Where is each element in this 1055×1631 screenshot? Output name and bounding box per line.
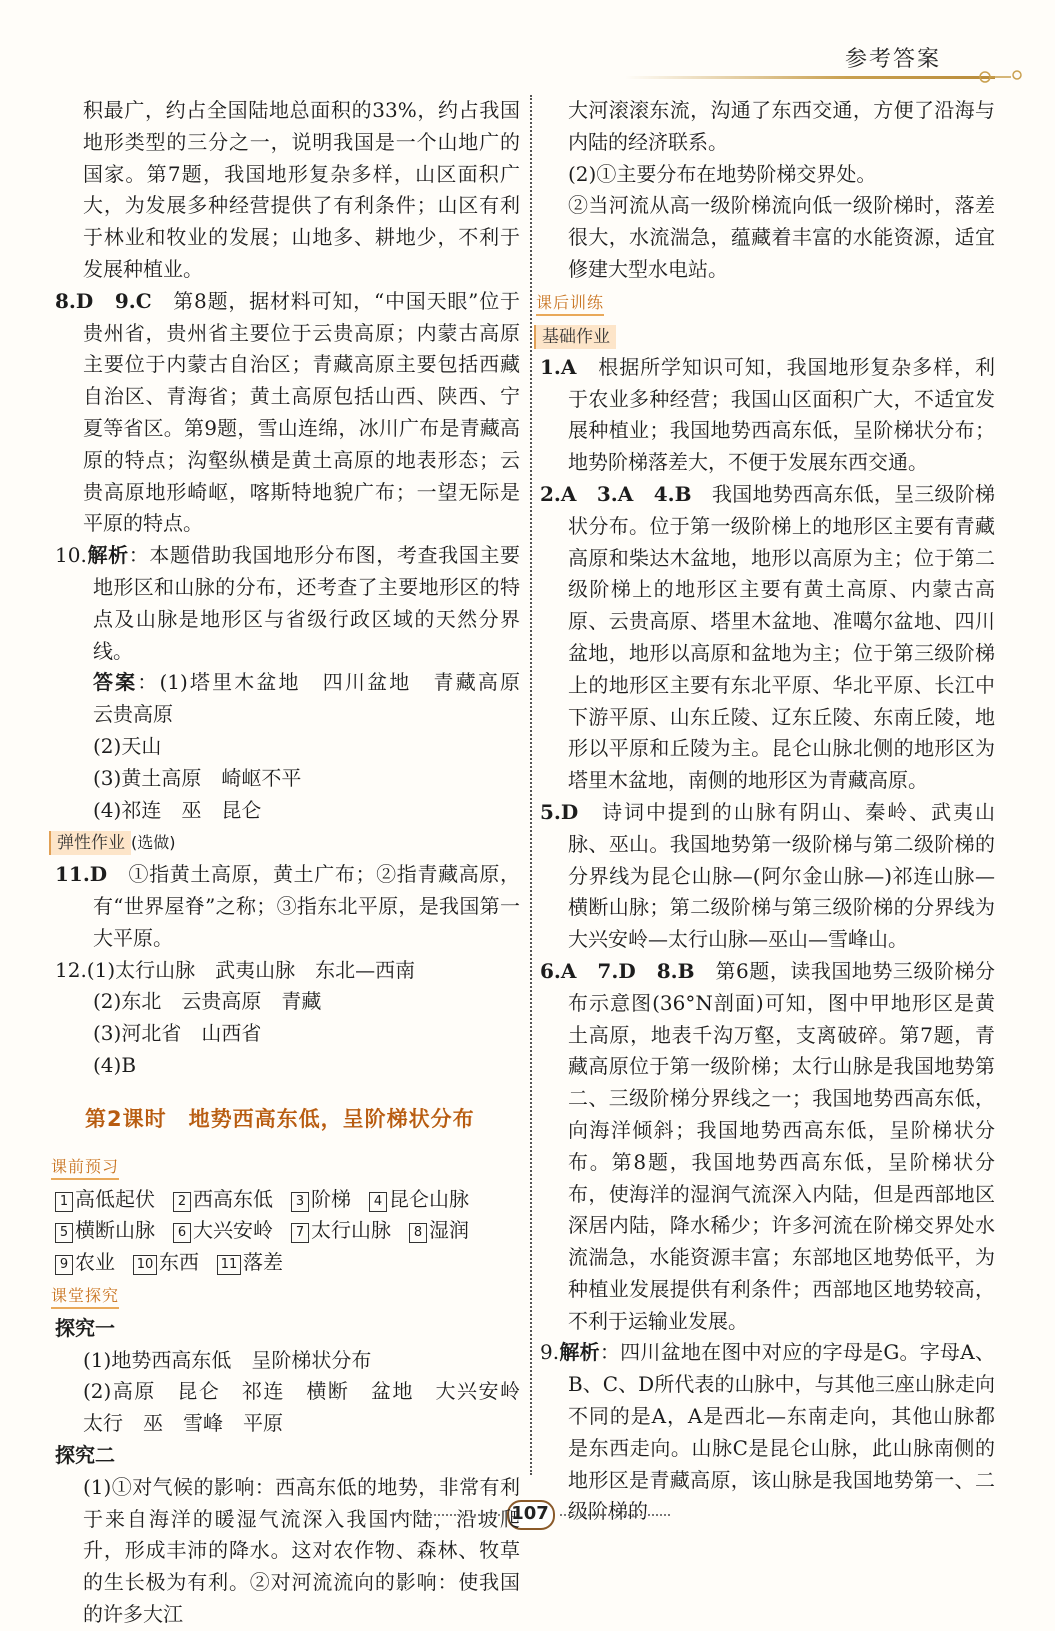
- number-box: 9: [55, 1255, 73, 1275]
- explore-1-a2: (2)高原 昆仑 祁连 横断 盆地 大兴安岭 太行 巫 雪峰 平原: [83, 1379, 540, 1436]
- preview-item-text: 阶梯: [311, 1186, 351, 1211]
- answer-r1-number: 1.A: [540, 354, 577, 379]
- answer-9-number: 9.C: [114, 288, 152, 313]
- column-divider: [530, 95, 532, 1475]
- preview-item: [369, 1184, 469, 1216]
- header-title: 参考答案: [845, 47, 942, 72]
- answer-10-a1-text: ：(1)塔里木盆地 四川盆地 青藏高原 云贵高原: [93, 670, 540, 727]
- preview-row: [55, 1247, 520, 1279]
- preview-item: [173, 1184, 273, 1216]
- footer-dots-right: [560, 1514, 670, 1516]
- answer-12-a4: (4)B: [93, 1052, 137, 1077]
- answer-11: [55, 859, 520, 954]
- preview-item: [133, 1247, 199, 1279]
- number-box: 7: [291, 1223, 309, 1243]
- answer-10-a3: (3)黄土高原 崎岖不平: [93, 765, 302, 790]
- lesson-title: 第2课时 地势西高东低，呈阶梯状分布: [85, 1106, 475, 1131]
- explore-2-a2-2: ②当河流从高一级阶梯流向低一级阶梯时，落差很大，水流湍急，蕴藏着丰富的水能资源，适宜修建大型水电站。: [568, 193, 995, 281]
- answer-continuation: 积最广，约占全国陆地总面积的33%，约占我国地形类型的三分之一，说明我国是一个山地广的国家。第7题，我国地形复杂多样，山区面积广大，为发展多种经营提供了有利条件；山区有利于林业和牧业的发展；山地多、耕地少，不利于发展种植业。: [83, 98, 520, 281]
- header-ornament-icon: [975, 68, 1035, 88]
- header-rule: [625, 76, 995, 79]
- number-box: 6: [173, 1223, 191, 1243]
- preview-item: [55, 1215, 155, 1247]
- preview-item-text: 湿润: [429, 1218, 469, 1243]
- page-footer: [390, 1500, 670, 1530]
- preview-item: [291, 1184, 351, 1216]
- answer-12-a2: (2)东北 云贵高原 青藏: [93, 989, 322, 1014]
- answer-r5-number: 5.D: [540, 799, 579, 824]
- preview-item-text: 西高东低: [193, 1186, 273, 1211]
- answer-r6-8-text: 第6题，读我国地势三级阶梯分布示意图(36°N剖面)可知，图中甲地形区是黄土高原，地表千沟万壑，支离破碎。第7题，青藏高原位于第一级阶梯；太行山脉是我国地势第二、三级阶梯分界线之一；我国地势西高东低，向海洋倾斜；我国地势西高东低，呈阶梯状分布。第8题，我国地势西高东低，呈阶梯状分布，使海洋的湿润气流深入内陆，但是西部地区深居内陆，降水稀少；许多河流在阶梯交界处水流湍急，水能资源丰富；东部地区地势低平，为种植业发展提供有利条件；西部地区地势较高，不利于运输业发展。: [568, 958, 996, 1333]
- preview-item-text: 落差: [243, 1250, 283, 1275]
- answer-r2-4: [540, 479, 995, 797]
- tag-elastic: 弹性作业: [49, 831, 131, 855]
- preview-item: [409, 1215, 469, 1247]
- tag-preview: 课前预习: [51, 1156, 119, 1180]
- number-box: 4: [369, 1192, 387, 1212]
- section-tag-preview: [51, 1150, 520, 1184]
- answer-r9-number: 9.: [540, 1340, 560, 1365]
- answer-r9-text: ：四川盆地在图中对应的字母是G。字母A、B、C、D所代表的山脉中，与其他三座山脉走向不同的是A，A是西北—东南走向，其他山脉都是东西走向。山脉C是昆仑山脉，此山脉南侧的地形区是青藏高原，该山脉是我国地势第一、二级阶梯的: [568, 1340, 995, 1524]
- answer-10-a4: (4)祁连 巫 昆仑: [93, 797, 262, 822]
- answer-10-number: 10.: [55, 543, 87, 568]
- preview-item: [55, 1247, 115, 1279]
- answer-12-a3: (3)河北省 山西省: [93, 1021, 262, 1046]
- preview-item: [291, 1215, 391, 1247]
- preview-item-text: 东西: [159, 1250, 199, 1275]
- number-box: 1: [55, 1192, 73, 1212]
- section-tag-elastic: [55, 826, 520, 859]
- preview-row: [55, 1215, 520, 1247]
- preview-item: [217, 1247, 283, 1279]
- answer-11-number: 11.D: [55, 862, 108, 887]
- explore-1-title: 探究一: [55, 1315, 115, 1340]
- answer-r6-8: [540, 956, 995, 1338]
- answer-r2-4-text: 我国地势西高东低，呈三级阶梯状分布。位于第一级阶梯上的地形区主要有青藏高原和柴达木盆地，地形以高原为主；位于第二级阶梯上的地形区主要有黄土高原、内蒙古高原、云贵高原、塔里木盆地、准噶尔盆地、四川盆地，地形以高原和盆地为主；位于第三级阶梯上的地形区主要有东北平原、华北平原、长江中下游平原、山东丘陵、辽东丘陵、东南丘陵，地形以平原和丘陵为主。昆仑山脉北侧的地形区为塔里木盆地，南侧的地形区为青藏高原。: [568, 481, 996, 793]
- answer-11-text: ①指黄土高原，黄土广布；②指青藏高原，有“世界屋脊”之称；③指东北平原，是我国第一大平原。: [93, 862, 521, 950]
- answer-r1: [540, 352, 995, 479]
- section-tag-class: [51, 1279, 520, 1313]
- answer-12-a1: 12.(1)太行山脉 武夷山脉 东北—西南: [55, 957, 416, 982]
- number-box: 11: [217, 1255, 241, 1275]
- answer-10-text: ：本题借助我国地形分布图，考查我国主要地形区和山脉的分布，还考查了主要地形区的特点及山脉是地形区与省级行政区域的天然分界线。: [93, 543, 521, 663]
- number-box: 2: [173, 1192, 191, 1212]
- answer-r5: [540, 797, 995, 956]
- tag-class: 课堂探究: [51, 1285, 119, 1309]
- number-box: 3: [291, 1192, 309, 1212]
- explore-1-a1: (1)地势西高东低 呈阶梯状分布: [83, 1347, 372, 1372]
- preview-item: [55, 1184, 155, 1216]
- answer-r5-text: 诗词中提到的山脉有阴山、秦岭、武夷山脉、巫山。我国地势第一级阶梯与第二级阶梯的分界线为昆仑山脉—(阿尔金山脉—)祁连山脉—横断山脉；第二级阶梯与第三级阶梯的分界线为大兴安岭—太行山脉—巫山—雪峰山。: [568, 799, 996, 952]
- preview-item-text: 农业: [75, 1250, 115, 1275]
- preview-item-text: 昆仑山脉: [389, 1186, 469, 1211]
- answer-10: [55, 540, 520, 667]
- number-box: 8: [409, 1223, 427, 1243]
- explore-2-title: 探究二: [55, 1443, 115, 1468]
- tag-after-class: 课后训练: [536, 292, 604, 316]
- number-box: 5: [55, 1223, 73, 1243]
- section-tag-basic: [540, 320, 995, 352]
- explore-2-text: (1)①对气候的影响：西高东低的地势，非常有利于来自海洋的暖湿气流深入我国内陆，沿坡爬升，形成丰沛的降水。这对农作物、森林、牧草的生长极为有利。②对河流流向的影响：使我国的许多大江: [83, 1474, 520, 1627]
- section-tag-after: [536, 286, 995, 320]
- preview-item-text: 大兴安岭: [193, 1218, 273, 1243]
- preview-answers: [55, 1184, 520, 1279]
- answer-r2-4-numbers: 2.A 3.A 4.B: [540, 481, 692, 506]
- page-number: 107: [505, 1500, 555, 1528]
- answer-r9-label: 解析: [559, 1340, 600, 1365]
- answer-8-number: 8.D: [55, 288, 94, 313]
- answer-r1-text: 根据所学知识可知，我国地形复杂多样，利于农业多种经营；我国山区面积广大，不适宜发展种植业；我国地势西高东低，呈阶梯状分布；地势阶梯落差大，不便于发展东西交通。: [568, 354, 995, 475]
- answer-8-9-text: 第8题，据材料可知，“中国天眼”位于贵州省，贵州省主要位于云贵高原；内蒙古高原主要位于内蒙古自治区；青藏高原主要包括西藏自治区、青海省；黄土高原包括山西、陕西、宁夏等省区。第9题，雪山连绵，冰川广布是青藏高原的特点；沟壑纵横是黄土高原的地表形态；云贵高原地形崎岖，喀斯特地貌广布；一望无际是平原的特点。: [83, 288, 521, 536]
- tag-basic: 基础作业: [534, 325, 616, 349]
- preview-item: [173, 1215, 273, 1247]
- preview-row: [55, 1184, 520, 1216]
- answer-10-a1: [55, 667, 540, 731]
- number-box: 10: [133, 1255, 157, 1275]
- answer-r6-8-numbers: 6.A 7.D 8.B: [540, 958, 695, 983]
- tag-elastic-note: (选做): [131, 833, 176, 853]
- answer-10-answer-label: 答案: [93, 670, 138, 695]
- preview-item-text: 太行山脉: [311, 1218, 391, 1243]
- preview-item-text: 高低起伏: [75, 1186, 155, 1211]
- explore-2-continuation: 大河滚滚东流，沟通了东西交通，方便了沿海与内陆的经济联系。: [568, 98, 995, 154]
- right-column: [536, 95, 996, 1528]
- preview-item-text: 横断山脉: [75, 1218, 155, 1243]
- explore-2-a2: (2)①主要分布在地势阶梯交界处。: [568, 161, 877, 186]
- answer-10-label: 解析: [86, 543, 129, 568]
- answer-10-a2: (2)天山: [93, 733, 162, 758]
- answer-8-9: [55, 286, 520, 540]
- footer-dots-left: [390, 1514, 500, 1516]
